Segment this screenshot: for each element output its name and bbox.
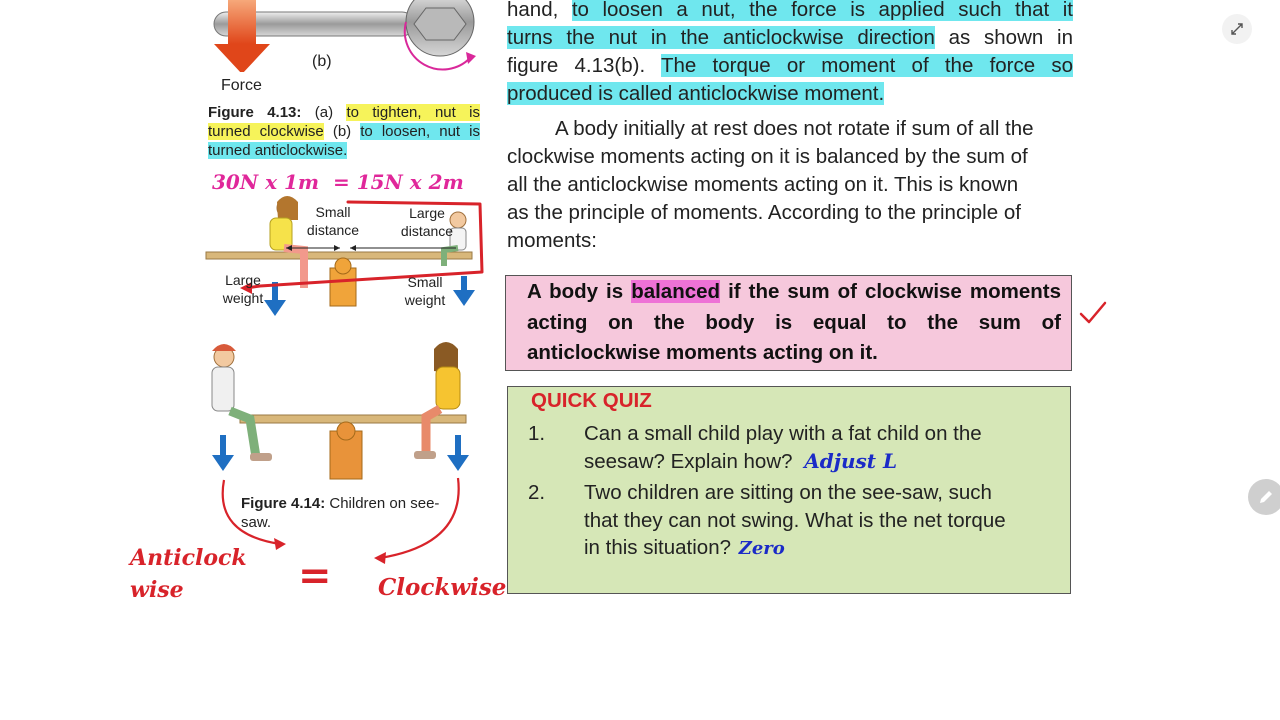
wrench-illustration [200, 0, 490, 72]
fig413-caption: Figure 4.13: (a) to tighten, nut is turned clockwise (b) to loosen, nut is turned anticlockwise. [208, 104, 480, 159]
moment-equation-handwritten: 30N x 1m = 15N x 2m [212, 170, 464, 194]
large-distance-label: Large distance [400, 205, 454, 239]
seesaw-children-illustration [200, 335, 490, 485]
quiz-item-2-num: 2. [528, 481, 546, 504]
quiz-title: QUICK QUIZ [531, 389, 652, 412]
answer-1-handwritten: Adjust L [804, 448, 898, 473]
paragraph-loosen [507, 0, 1073, 108]
p2-line-1: A body initially at rest does not rotate if sum of all the [555, 117, 1034, 140]
force-label: Force [221, 77, 262, 94]
collapse-glyph [1229, 21, 1245, 37]
equals-handwritten: = [298, 552, 332, 599]
p2-line-5: moments: [507, 229, 597, 252]
p1-line-3: figure 4.13(b). The torque or moment of the force so [507, 54, 1074, 77]
annotation-arrows [210, 470, 480, 570]
small-weight-label: Small weight [404, 274, 446, 308]
checkmark-icon [1078, 300, 1108, 326]
fig413-sub-label: (b) [312, 53, 332, 70]
quiz-item-2: Two children are sitting on the see-saw, such that they can not swing. What is the net torque in this situation? Zero [584, 481, 1006, 559]
pencil-icon[interactable] [1248, 479, 1280, 515]
anticlockwise-handwritten: Anticlock wise [130, 545, 247, 603]
p2-line-2: clockwise moments acting on it is balanced by the sum of [507, 145, 1028, 168]
quiz-item-1: Can a small child play with a fat child on the seesaw? Explain how? Adjust L [584, 422, 982, 473]
paragraph-principle [507, 115, 1073, 255]
p1-line-4: produced is called anticlockwise moment. [507, 82, 885, 105]
large-weight-label: Large weight [222, 272, 264, 306]
answer-2-handwritten: Zero [738, 538, 785, 559]
pencil-glyph [1257, 488, 1275, 506]
collapse-icon[interactable] [1222, 14, 1252, 44]
p2-line-4: as the principle of moments. According to the principle of [507, 201, 1021, 224]
clockwise-handwritten: Clockwise [378, 574, 507, 601]
balanced-highlight: balanced [631, 280, 721, 303]
p1-line-1: hand, to loosen a nut, the force is applied such that it [507, 0, 1074, 21]
p2-line-3: all the anticlockwise moments acting on it. This is known [507, 173, 1019, 196]
p1-line-2: turns the nut in the anticlockwise direction as shown in [507, 26, 1074, 49]
fig414-caption: Figure 4.14: Children on see-saw. [241, 495, 440, 531]
small-distance-label: Small distance [306, 204, 360, 238]
quiz-item-1-num: 1. [528, 422, 546, 445]
principle-statement: A body is balanced if the sum of clockwise moments acting on the body is equal to the sum of anticlockwise moments acting on it. [527, 280, 1061, 364]
